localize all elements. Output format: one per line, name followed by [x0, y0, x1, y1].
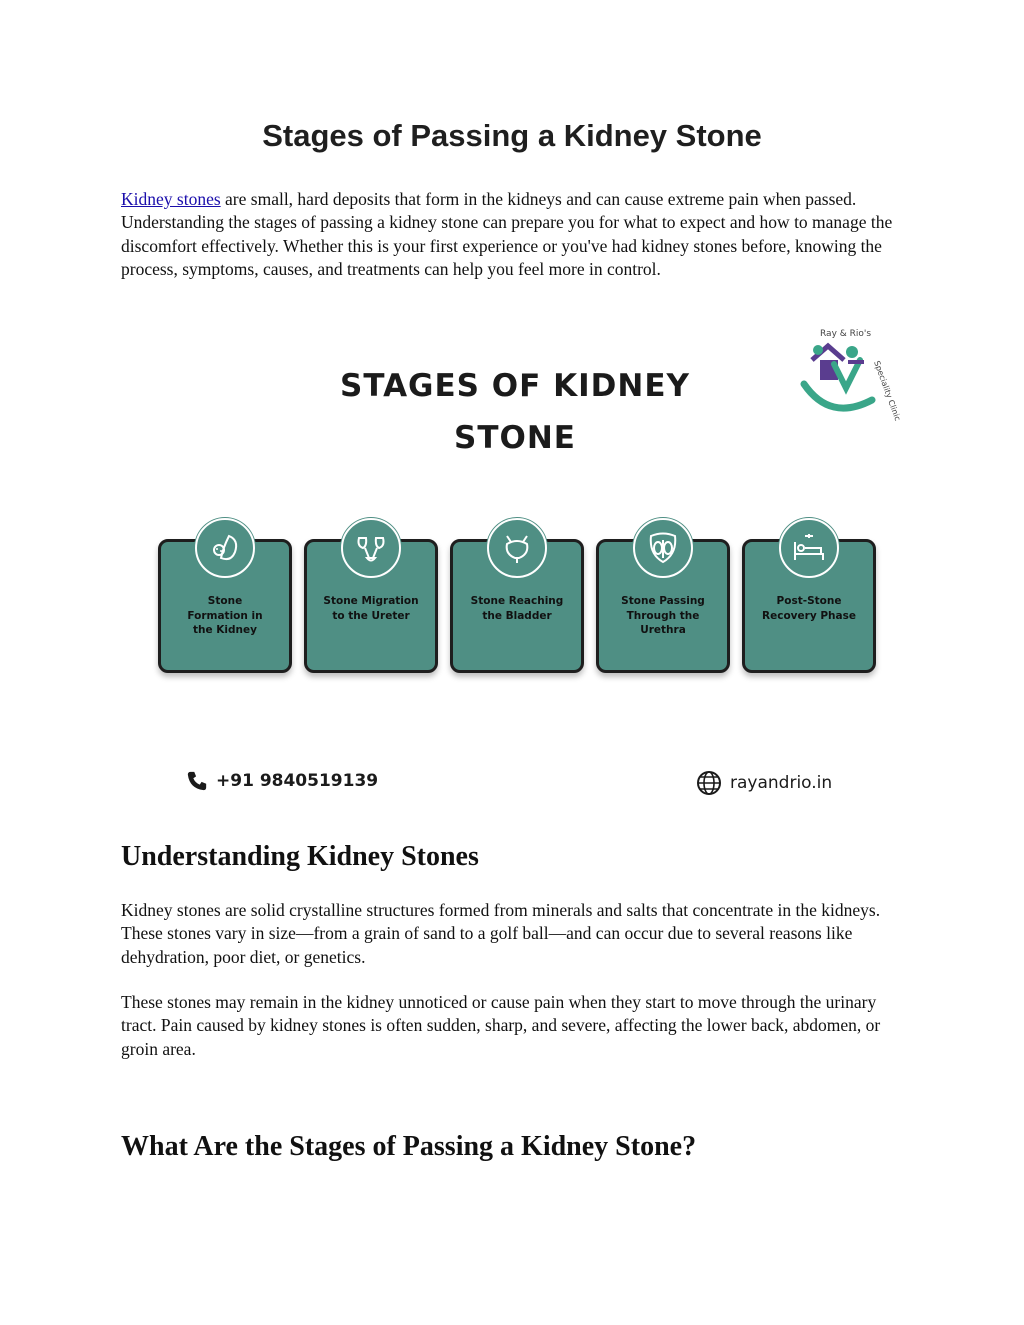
section-heading-understanding: Understanding Kidney Stones — [121, 841, 479, 872]
stage-cards — [158, 517, 883, 677]
stage-card-2 — [304, 539, 438, 673]
intro-paragraph — [121, 188, 911, 281]
stage-label: Stone Formation in the Kidney — [187, 595, 263, 636]
urethra-icon — [633, 518, 693, 578]
infographic-title: STAGES OF KIDNEY STONE — [340, 368, 690, 456]
intro-text: are small, hard deposits that form in the kidneys and can cause extreme pain when passed. Understanding the stages of passing a kidney stone can prepare you for what to expect and how to manage the discomfort effectively. Whether this is your first experience or you've had kidney stones before, knowing the process, symptoms, causes, and treatments can help you feel more in control. — [121, 189, 893, 279]
section1-paragraph-2: These stones may remain in the kidney unnoticed or cause pain when they start to move through the urinary tract. Pain caused by kidney stones is often sudden, sharp, and severe, affecting the lower back, abdomen, or groin area. — [121, 992, 881, 1059]
ureter-icon — [341, 518, 401, 578]
recovery-bed-icon — [779, 518, 839, 578]
stage-card-5 — [742, 539, 876, 673]
stage-card-3 — [450, 539, 584, 673]
section-heading-stages: What Are the Stages of Passing a Kidney Stone? — [121, 1131, 697, 1162]
phone-number: +91 9840519139 — [216, 771, 379, 791]
kidney-stones-link[interactable]: Kidney stones — [121, 189, 221, 209]
stage-label: Post-Stone Recovery Phase — [762, 595, 856, 622]
globe-icon — [696, 770, 722, 796]
stage-card-1 — [158, 539, 292, 673]
website-url: rayandrio.in — [730, 773, 833, 793]
stages-infographic — [150, 322, 900, 812]
bladder-icon — [487, 518, 547, 578]
clinic-logo — [790, 322, 900, 427]
phone-icon — [186, 770, 208, 792]
stage-label: Stone Reaching the Bladder — [470, 595, 564, 622]
clinic-logo-icon — [790, 322, 900, 427]
stage-label: Stone Passing Through the Urethra — [621, 595, 705, 636]
stage-card-4 — [596, 539, 730, 673]
website-contact — [696, 770, 832, 796]
phone-contact — [186, 770, 378, 792]
svg-text:Ray & Rio's: Ray & Rio's — [820, 329, 872, 339]
svg-text:Speciality Clinic: Speciality Clinic — [872, 359, 900, 423]
kidney-stone-icon — [195, 518, 255, 578]
page-title: Stages of Passing a Kidney Stone — [262, 118, 762, 153]
stage-label: Stone Migration to the Ureter — [323, 595, 419, 622]
section1-paragraph-1: Kidney stones are solid crystalline structures formed from minerals and salts that concentrate in the kidneys. These stones vary in size—from a grain of sand to a golf ball—and can occur due to several reasons like dehydration, poor diet, or genetics. — [121, 900, 881, 967]
